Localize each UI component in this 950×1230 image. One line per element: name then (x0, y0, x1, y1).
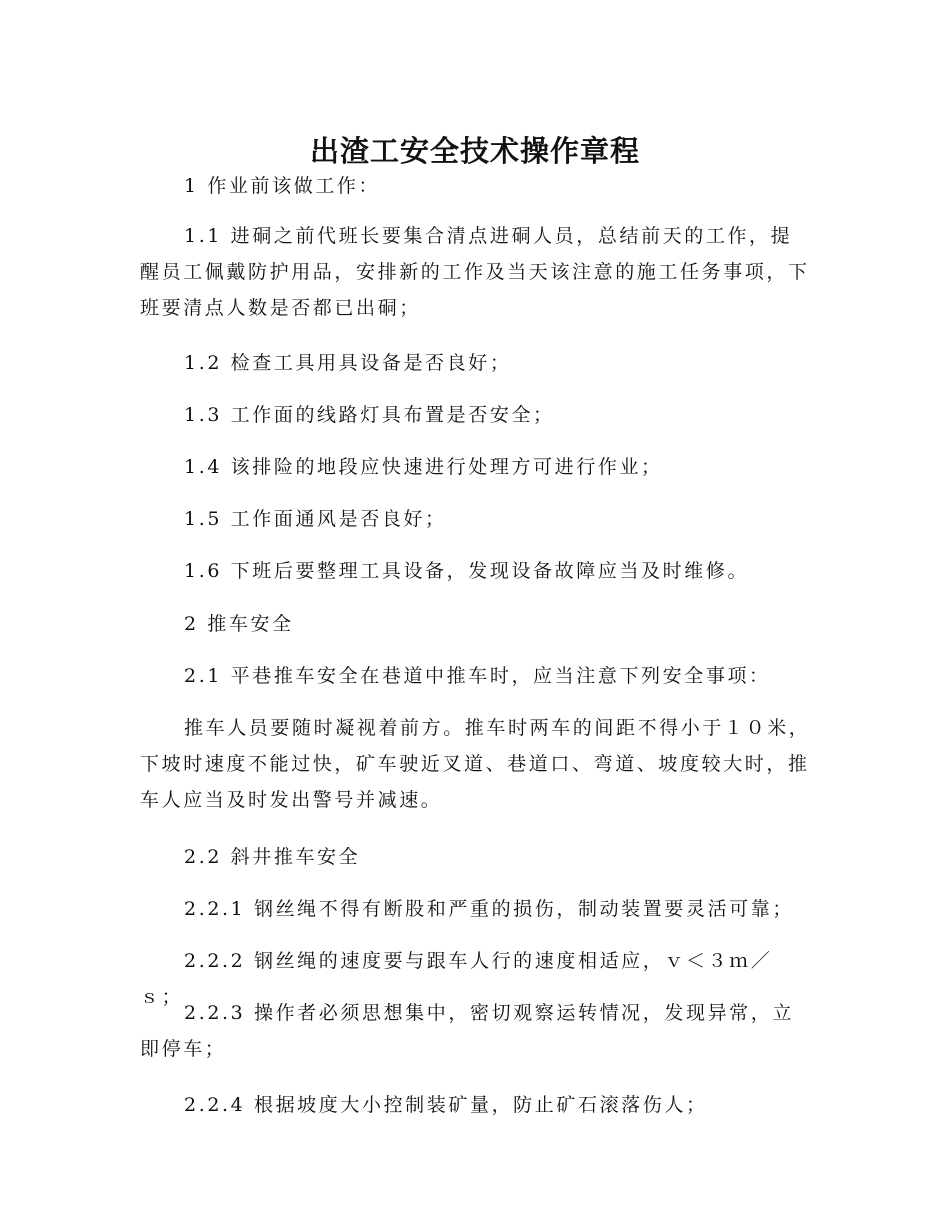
paragraph-1: 1 作业前该做工作： (184, 175, 381, 197)
paragraph-2-2-4: 2.2.4 根据坡度大小控制装矿量，防止矿石滚落伤人； (184, 1094, 708, 1116)
paragraph-1-2: 1.2 检查工具用具设备是否良好； (184, 352, 512, 374)
paragraph-2: 2 推车安全 (184, 613, 294, 635)
paragraph-1-3: 1.3 工作面的线路灯具布置是否安全； (184, 404, 555, 426)
paragraph-2-1: 2.1 平巷推车安全在巷道中推车时，应当注意下列安全事项： (184, 665, 771, 687)
paragraph-2-2-2: 2.2.2 钢丝绳的速度要与跟车人行的速度相适应，ｖ＜３ｍ／ｓ； (140, 950, 773, 1008)
document-title: 出渣工安全技术操作章程 (309, 134, 640, 169)
paragraph-1-4: 1.4 该排险的地段应快速进行处理方可进行作业； (184, 456, 663, 478)
paragraph-push-rules: 推车人员要随时凝视着前方。推车时两车的间距不得小于１０米，下坡时速度不能过快，矿车驶近叉道、巷道口、弯道、坡度较大时，推车人应当及时发出警号并减速。 (140, 717, 811, 811)
paragraph-2-2-1: 2.2.1 钢丝绳不得有断股和严重的损伤，制动装置要灵活可靠； (184, 898, 794, 920)
paragraph-1-6: 1.6 下班后要整理工具设备，发现设备故障应当及时维修。 (184, 560, 750, 582)
paragraph-1-5: 1.5 工作面通风是否良好； (184, 508, 447, 530)
paragraph-2-2-3: 2.2.3 操作者必须思想集中，密切观察运转情况，发现异常，立即停车； (140, 1002, 794, 1060)
paragraph-1-1: 1.1 进硐之前代班长要集合清点进硐人员，总结前天的工作，提醒员工佩戴防护用品，安排新的工作及当天该注意的施工任务事项，下班要清点人数是否都已出硐； (140, 225, 810, 319)
paragraph-2-2: 2.2 斜井推车安全 (184, 846, 361, 868)
